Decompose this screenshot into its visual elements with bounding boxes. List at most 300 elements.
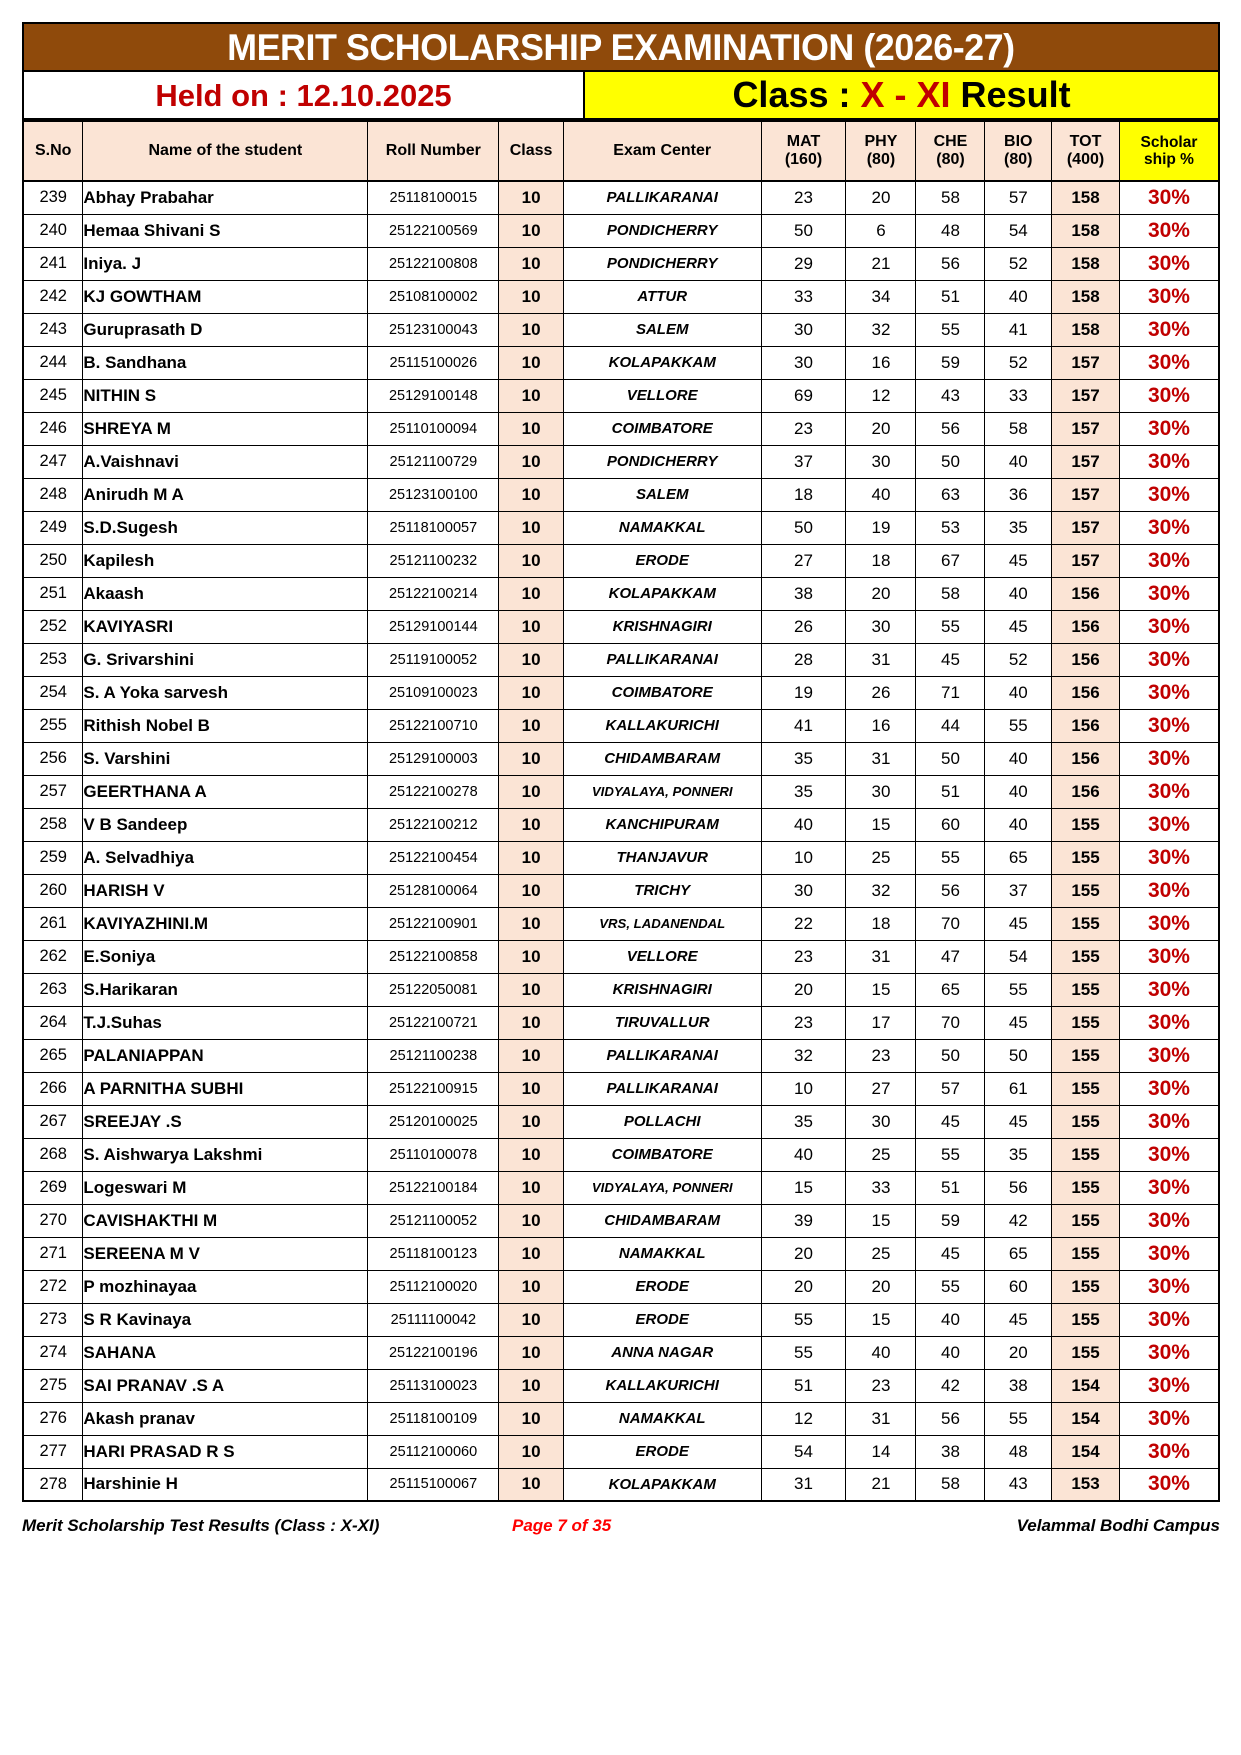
cell-student-name: KAVIYASRI: [83, 610, 368, 643]
table-row: [23, 1039, 1219, 1072]
cell-mat: 26: [761, 610, 846, 643]
cell-student-name: V B Sandeep: [83, 808, 368, 841]
th-schol-line1: Scholar: [1140, 133, 1198, 151]
cell-scholarship-pct: 30%: [1119, 643, 1219, 676]
cell-exam-center: ANNA NAGAR: [563, 1336, 761, 1369]
cell-che: 70: [916, 1006, 985, 1039]
cell-phy: 18: [846, 544, 916, 577]
table-row: [23, 412, 1219, 445]
cell-mat: 10: [761, 1072, 846, 1105]
cell-roll-number: 25129100144: [368, 610, 499, 643]
cell-mat: 15: [761, 1171, 846, 1204]
cell-che: 59: [916, 1204, 985, 1237]
cell-total: 158: [1052, 181, 1120, 214]
cell-total: 153: [1052, 1468, 1120, 1501]
cell-phy: 32: [846, 874, 916, 907]
cell-scholarship-pct: 30%: [1119, 940, 1219, 973]
header-row: [23, 121, 1219, 181]
cell-phy: 34: [846, 280, 916, 313]
cell-class: 10: [499, 940, 563, 973]
table-row: [23, 313, 1219, 346]
cell-class: 10: [499, 907, 563, 940]
cell-bio: 52: [985, 247, 1052, 280]
cell-exam-center: KRISHNAGIRI: [563, 610, 761, 643]
th-phy: [846, 121, 916, 181]
cell-sno: 244: [23, 346, 83, 379]
cell-phy: 30: [846, 775, 916, 808]
cell-exam-center: SALEM: [563, 478, 761, 511]
cell-roll-number: 25122100915: [368, 1072, 499, 1105]
cell-phy: 16: [846, 346, 916, 379]
cell-total: 155: [1052, 973, 1120, 1006]
cell-che: 56: [916, 874, 985, 907]
cell-che: 56: [916, 1402, 985, 1435]
cell-che: 56: [916, 412, 985, 445]
cell-scholarship-pct: 30%: [1119, 214, 1219, 247]
cell-student-name: SHREYA M: [83, 412, 368, 445]
cell-roll-number: 25112100060: [368, 1435, 499, 1468]
cell-bio: 45: [985, 1105, 1052, 1138]
cell-class: 10: [499, 1072, 563, 1105]
cell-bio: 60: [985, 1270, 1052, 1303]
cell-sno: 257: [23, 775, 83, 808]
cell-bio: 58: [985, 412, 1052, 445]
cell-mat: 32: [761, 1039, 846, 1072]
cell-roll-number: 25122100278: [368, 775, 499, 808]
cell-scholarship-pct: 30%: [1119, 313, 1219, 346]
cell-total: 155: [1052, 808, 1120, 841]
cell-che: 71: [916, 676, 985, 709]
cell-student-name: T.J.Suhas: [83, 1006, 368, 1039]
table-row: [23, 1138, 1219, 1171]
cell-bio: 55: [985, 709, 1052, 742]
cell-roll-number: 25122100212: [368, 808, 499, 841]
cell-sno: 267: [23, 1105, 83, 1138]
th-name: Name of the student: [83, 121, 368, 181]
cell-scholarship-pct: 30%: [1119, 1138, 1219, 1171]
cell-total: 157: [1052, 346, 1120, 379]
cell-phy: 15: [846, 808, 916, 841]
cell-roll-number: 25110100078: [368, 1138, 499, 1171]
cell-phy: 31: [846, 643, 916, 676]
cell-scholarship-pct: 30%: [1119, 709, 1219, 742]
cell-student-name: Kapilesh: [83, 544, 368, 577]
cell-mat: 41: [761, 709, 846, 742]
cell-roll-number: 25120100025: [368, 1105, 499, 1138]
cell-bio: 52: [985, 643, 1052, 676]
cell-class: 10: [499, 973, 563, 1006]
cell-phy: 27: [846, 1072, 916, 1105]
cell-student-name: S. Varshini: [83, 742, 368, 775]
cell-phy: 21: [846, 1468, 916, 1501]
cell-sno: 273: [23, 1303, 83, 1336]
table-row: [23, 709, 1219, 742]
cell-roll-number: 25110100094: [368, 412, 499, 445]
cell-bio: 65: [985, 1237, 1052, 1270]
cell-class: 10: [499, 544, 563, 577]
cell-scholarship-pct: 30%: [1119, 1072, 1219, 1105]
held-on-text: Held on : 12.10.2025: [155, 77, 452, 113]
cell-exam-center: CHIDAMBARAM: [563, 1204, 761, 1237]
th-che-line2: (80): [936, 151, 965, 168]
cell-sno: 261: [23, 907, 83, 940]
cell-class: 10: [499, 1402, 563, 1435]
cell-class: 10: [499, 808, 563, 841]
cell-roll-number: 25121100238: [368, 1039, 499, 1072]
cell-roll-number: 25115100067: [368, 1468, 499, 1501]
th-che: [916, 121, 985, 181]
cell-mat: 20: [761, 973, 846, 1006]
cell-scholarship-pct: 30%: [1119, 1336, 1219, 1369]
cell-che: 40: [916, 1336, 985, 1369]
th-sno: S.No: [23, 121, 83, 181]
th-bio: [985, 121, 1052, 181]
cell-roll-number: 25122100184: [368, 1171, 499, 1204]
cell-phy: 23: [846, 1039, 916, 1072]
cell-total: 156: [1052, 643, 1120, 676]
cell-bio: 65: [985, 841, 1052, 874]
cell-bio: 55: [985, 973, 1052, 1006]
cell-exam-center: KOLAPAKKAM: [563, 577, 761, 610]
cell-scholarship-pct: 30%: [1119, 1204, 1219, 1237]
cell-mat: 29: [761, 247, 846, 280]
cell-scholarship-pct: 30%: [1119, 346, 1219, 379]
cell-class: 10: [499, 445, 563, 478]
th-mat-line2: (160): [784, 151, 823, 168]
table-row: [23, 610, 1219, 643]
cell-sno: 243: [23, 313, 83, 346]
cell-bio: 40: [985, 280, 1052, 313]
cell-roll-number: 25118100015: [368, 181, 499, 214]
cell-total: 154: [1052, 1369, 1120, 1402]
table-row: [23, 808, 1219, 841]
cell-class: 10: [499, 412, 563, 445]
cell-roll-number: 25115100026: [368, 346, 499, 379]
cell-phy: 25: [846, 841, 916, 874]
cell-student-name: KAVIYAZHINI.M: [83, 907, 368, 940]
cell-student-name: A PARNITHA SUBHI: [83, 1072, 368, 1105]
cell-total: 157: [1052, 478, 1120, 511]
cell-mat: 35: [761, 775, 846, 808]
cell-student-name: Harshinie H: [83, 1468, 368, 1501]
table-header: [23, 121, 1219, 181]
cell-total: 158: [1052, 247, 1120, 280]
cell-roll-number: 25112100020: [368, 1270, 499, 1303]
cell-sno: 256: [23, 742, 83, 775]
cell-phy: 20: [846, 181, 916, 214]
cell-exam-center: CHIDAMBARAM: [563, 742, 761, 775]
cell-bio: 38: [985, 1369, 1052, 1402]
cell-sno: 249: [23, 511, 83, 544]
cell-bio: 45: [985, 1006, 1052, 1039]
cell-student-name: HARISH V: [83, 874, 368, 907]
cell-phy: 15: [846, 973, 916, 1006]
cell-bio: 45: [985, 610, 1052, 643]
cell-roll-number: 25118100057: [368, 511, 499, 544]
cell-bio: 40: [985, 742, 1052, 775]
th-class: Class: [499, 121, 563, 181]
cell-student-name: Akaash: [83, 577, 368, 610]
cell-sno: 248: [23, 478, 83, 511]
cell-bio: 45: [985, 907, 1052, 940]
cell-total: 155: [1052, 1072, 1120, 1105]
cell-roll-number: 25122100569: [368, 214, 499, 247]
cell-che: 50: [916, 742, 985, 775]
cell-mat: 50: [761, 214, 846, 247]
table-row: [23, 1336, 1219, 1369]
cell-bio: 57: [985, 181, 1052, 214]
cell-scholarship-pct: 30%: [1119, 412, 1219, 445]
cell-total: 155: [1052, 1039, 1120, 1072]
cell-exam-center: VRS, LADANENDAL: [563, 907, 761, 940]
class-suffix: Result: [950, 74, 1071, 115]
cell-scholarship-pct: 30%: [1119, 445, 1219, 478]
cell-class: 10: [499, 1006, 563, 1039]
th-scholarship: [1119, 121, 1219, 181]
cell-exam-center: POLLACHI: [563, 1105, 761, 1138]
cell-scholarship-pct: 30%: [1119, 775, 1219, 808]
cell-phy: 14: [846, 1435, 916, 1468]
table-row: [23, 1270, 1219, 1303]
cell-sno: 276: [23, 1402, 83, 1435]
cell-exam-center: KANCHIPURAM: [563, 808, 761, 841]
cell-student-name: Logeswari M: [83, 1171, 368, 1204]
cell-class: 10: [499, 478, 563, 511]
cell-roll-number: 25122100721: [368, 1006, 499, 1039]
cell-roll-number: 25122100901: [368, 907, 499, 940]
cell-scholarship-pct: 30%: [1119, 181, 1219, 214]
banner-title: MERIT SCHOLARSHIP EXAMINATION (2026-27): [227, 26, 1015, 68]
cell-phy: 26: [846, 676, 916, 709]
cell-class: 10: [499, 1105, 563, 1138]
th-bio-line1: BIO: [1004, 133, 1033, 151]
cell-sno: 269: [23, 1171, 83, 1204]
cell-class: 10: [499, 643, 563, 676]
cell-mat: 38: [761, 577, 846, 610]
cell-class: 10: [499, 610, 563, 643]
footer-left-text: Merit Scholarship Test Results (Class : X-XI): [22, 1516, 380, 1535]
cell-exam-center: PONDICHERRY: [563, 247, 761, 280]
cell-class: 10: [499, 1303, 563, 1336]
cell-che: 38: [916, 1435, 985, 1468]
cell-bio: 33: [985, 379, 1052, 412]
cell-class: 10: [499, 676, 563, 709]
cell-phy: 20: [846, 1270, 916, 1303]
cell-scholarship-pct: 30%: [1119, 841, 1219, 874]
table-row: [23, 1171, 1219, 1204]
cell-sno: 247: [23, 445, 83, 478]
table-row: [23, 1006, 1219, 1039]
results-table: [22, 120, 1220, 1502]
cell-student-name: PALANIAPPAN: [83, 1039, 368, 1072]
cell-student-name: GEERTHANA A: [83, 775, 368, 808]
cell-mat: 28: [761, 643, 846, 676]
cell-total: 157: [1052, 511, 1120, 544]
cell-scholarship-pct: 30%: [1119, 610, 1219, 643]
cell-mat: 27: [761, 544, 846, 577]
cell-total: 156: [1052, 775, 1120, 808]
cell-sno: 258: [23, 808, 83, 841]
cell-total: 156: [1052, 610, 1120, 643]
cell-scholarship-pct: 30%: [1119, 379, 1219, 412]
cell-mat: 37: [761, 445, 846, 478]
cell-che: 58: [916, 577, 985, 610]
th-phy-line2: (80): [866, 151, 896, 168]
cell-student-name: HARI PRASAD R S: [83, 1435, 368, 1468]
cell-scholarship-pct: 30%: [1119, 973, 1219, 1006]
cell-scholarship-pct: 30%: [1119, 1006, 1219, 1039]
cell-bio: 43: [985, 1468, 1052, 1501]
cell-mat: 22: [761, 907, 846, 940]
cell-roll-number: 25123100043: [368, 313, 499, 346]
footer-page-number: Page 7 of 35: [512, 1516, 612, 1535]
cell-bio: 36: [985, 478, 1052, 511]
class-value: X - XI: [860, 74, 951, 115]
cell-exam-center: PALLIKARANAI: [563, 1039, 761, 1072]
cell-exam-center: ERODE: [563, 544, 761, 577]
table-row: [23, 577, 1219, 610]
cell-class: 10: [499, 181, 563, 214]
cell-sno: 245: [23, 379, 83, 412]
cell-phy: 18: [846, 907, 916, 940]
cell-student-name: CAVISHAKTHI M: [83, 1204, 368, 1237]
cell-total: 158: [1052, 280, 1120, 313]
table-row: [23, 1468, 1219, 1501]
th-center: Exam Center: [563, 121, 761, 181]
cell-student-name: A.Vaishnavi: [83, 445, 368, 478]
cell-phy: 16: [846, 709, 916, 742]
cell-mat: 35: [761, 742, 846, 775]
cell-phy: 20: [846, 577, 916, 610]
cell-mat: 55: [761, 1303, 846, 1336]
cell-sno: 262: [23, 940, 83, 973]
cell-che: 58: [916, 181, 985, 214]
cell-sno: 254: [23, 676, 83, 709]
cell-bio: 61: [985, 1072, 1052, 1105]
cell-phy: 31: [846, 1402, 916, 1435]
cell-class: 10: [499, 742, 563, 775]
cell-bio: 40: [985, 808, 1052, 841]
cell-phy: 30: [846, 445, 916, 478]
cell-scholarship-pct: 30%: [1119, 1039, 1219, 1072]
cell-mat: 23: [761, 412, 846, 445]
cell-total: 158: [1052, 214, 1120, 247]
cell-total: 154: [1052, 1402, 1120, 1435]
cell-class: 10: [499, 247, 563, 280]
cell-student-name: P mozhinayaa: [83, 1270, 368, 1303]
cell-exam-center: ATTUR: [563, 280, 761, 313]
cell-exam-center: VIDYALAYA, PONNERI: [563, 775, 761, 808]
cell-class: 10: [499, 280, 563, 313]
cell-total: 155: [1052, 841, 1120, 874]
cell-roll-number: 25118100109: [368, 1402, 499, 1435]
cell-exam-center: ERODE: [563, 1303, 761, 1336]
table-row: [23, 478, 1219, 511]
cell-bio: 56: [985, 1171, 1052, 1204]
cell-mat: 55: [761, 1336, 846, 1369]
cell-che: 51: [916, 1171, 985, 1204]
table-row: [23, 1435, 1219, 1468]
cell-phy: 30: [846, 1105, 916, 1138]
cell-che: 55: [916, 841, 985, 874]
cell-phy: 6: [846, 214, 916, 247]
cell-che: 55: [916, 610, 985, 643]
cell-student-name: S R Kavinaya: [83, 1303, 368, 1336]
cell-phy: 20: [846, 412, 916, 445]
cell-sno: 242: [23, 280, 83, 313]
cell-class: 10: [499, 709, 563, 742]
cell-bio: 52: [985, 346, 1052, 379]
cell-class: 10: [499, 346, 563, 379]
cell-roll-number: 25122100808: [368, 247, 499, 280]
cell-total: 155: [1052, 1006, 1120, 1039]
cell-phy: 15: [846, 1303, 916, 1336]
cell-roll-number: 25129100003: [368, 742, 499, 775]
cell-exam-center: NAMAKKAL: [563, 511, 761, 544]
cell-scholarship-pct: 30%: [1119, 577, 1219, 610]
cell-exam-center: ERODE: [563, 1435, 761, 1468]
cell-bio: 37: [985, 874, 1052, 907]
cell-student-name: Anirudh M A: [83, 478, 368, 511]
cell-class: 10: [499, 1336, 563, 1369]
cell-roll-number: 25111100042: [368, 1303, 499, 1336]
cell-mat: 69: [761, 379, 846, 412]
cell-roll-number: 25108100002: [368, 280, 499, 313]
cell-total: 157: [1052, 379, 1120, 412]
th-mat: [761, 121, 846, 181]
cell-scholarship-pct: 30%: [1119, 1105, 1219, 1138]
cell-total: 155: [1052, 1105, 1120, 1138]
table-row: [23, 280, 1219, 313]
cell-sno: 263: [23, 973, 83, 1006]
table-row: [23, 346, 1219, 379]
table-row: [23, 874, 1219, 907]
cell-student-name: NITHIN S: [83, 379, 368, 412]
cell-phy: 25: [846, 1237, 916, 1270]
cell-che: 58: [916, 1468, 985, 1501]
cell-exam-center: PONDICHERRY: [563, 214, 761, 247]
cell-mat: 23: [761, 940, 846, 973]
cell-che: 45: [916, 1105, 985, 1138]
cell-total: 155: [1052, 1204, 1120, 1237]
cell-roll-number: 25122100710: [368, 709, 499, 742]
cell-student-name: Rithish Nobel B: [83, 709, 368, 742]
cell-bio: 45: [985, 1303, 1052, 1336]
th-tot-line2: (400): [1066, 151, 1105, 168]
cell-phy: 15: [846, 1204, 916, 1237]
table-row: [23, 544, 1219, 577]
cell-exam-center: COIMBATORE: [563, 676, 761, 709]
cell-scholarship-pct: 30%: [1119, 907, 1219, 940]
cell-sno: 253: [23, 643, 83, 676]
table-row: [23, 1402, 1219, 1435]
cell-scholarship-pct: 30%: [1119, 1468, 1219, 1501]
cell-exam-center: PALLIKARANAI: [563, 181, 761, 214]
cell-roll-number: 25122050081: [368, 973, 499, 1006]
cell-phy: 31: [846, 742, 916, 775]
class-prefix: Class :: [732, 74, 861, 115]
cell-sno: 240: [23, 214, 83, 247]
cell-sno: 246: [23, 412, 83, 445]
cell-sno: 239: [23, 181, 83, 214]
table-row: [23, 676, 1219, 709]
cell-roll-number: 25129100148: [368, 379, 499, 412]
cell-sno: 268: [23, 1138, 83, 1171]
cell-student-name: Guruprasath D: [83, 313, 368, 346]
cell-che: 40: [916, 1303, 985, 1336]
cell-sno: 255: [23, 709, 83, 742]
cell-exam-center: TRICHY: [563, 874, 761, 907]
